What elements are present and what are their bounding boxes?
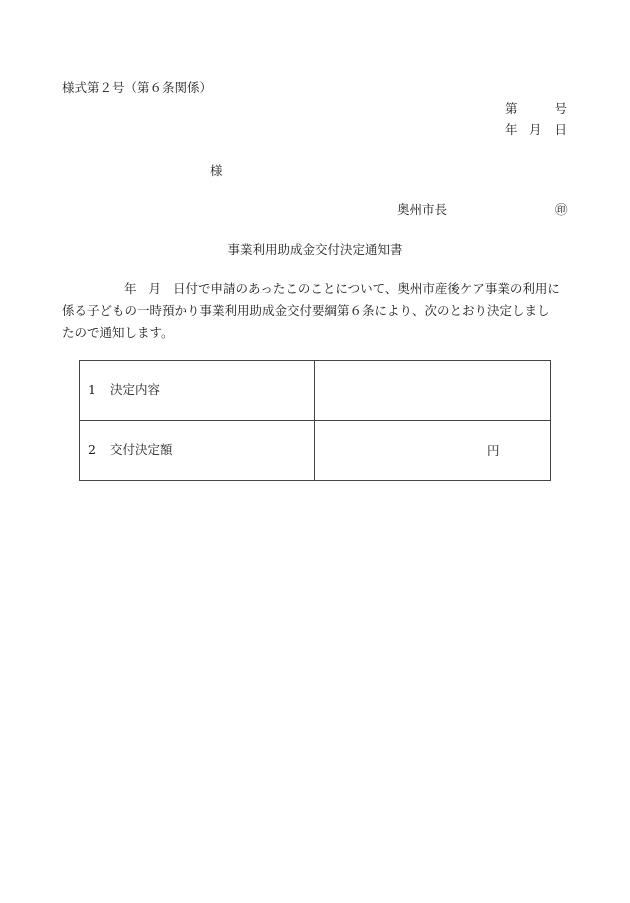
form-label: 様式第２号（第６条関係） — [62, 80, 213, 95]
date-year: 年 — [505, 122, 518, 137]
grant-amount-field[interactable] — [315, 421, 551, 481]
grant-amount-label: 2 交付決定額 — [80, 421, 315, 481]
body-line-2: 係る子どもの一時預かり事業利用助成金交付要綱第６条により、次のとおり決定しまし — [62, 303, 550, 318]
decision-content-field[interactable] — [315, 361, 551, 421]
body-line-1-text: 日付で申請のあったこのことについて、奥州市産後ケア事業の利用に — [173, 281, 560, 296]
document-title: 事業利用助成金交付決定通知書 — [227, 242, 403, 257]
addressee-honorific: 様 — [210, 163, 223, 178]
document-date — [505, 122, 567, 140]
document-number-prefix: 第 — [505, 101, 518, 116]
date-day: 日 — [554, 122, 567, 137]
date-month: 月 — [529, 122, 542, 137]
decision-table — [79, 360, 551, 481]
yen-unit: 円 — [487, 442, 500, 458]
body-year: 年 — [124, 281, 137, 296]
issuer-name: 奥州市長 — [397, 202, 448, 217]
seal-mark: ㊞ — [555, 202, 568, 217]
body-line-1 — [62, 278, 562, 300]
body-paragraph — [62, 278, 562, 344]
document-number-suffix: 号 — [554, 101, 567, 116]
table-row — [80, 421, 551, 481]
table-row — [80, 361, 551, 421]
body-line-3: たので通知します。 — [62, 325, 174, 340]
decision-content-label: 1 決定内容 — [80, 361, 315, 421]
body-month: 月 — [148, 281, 162, 296]
document-number — [505, 101, 567, 119]
